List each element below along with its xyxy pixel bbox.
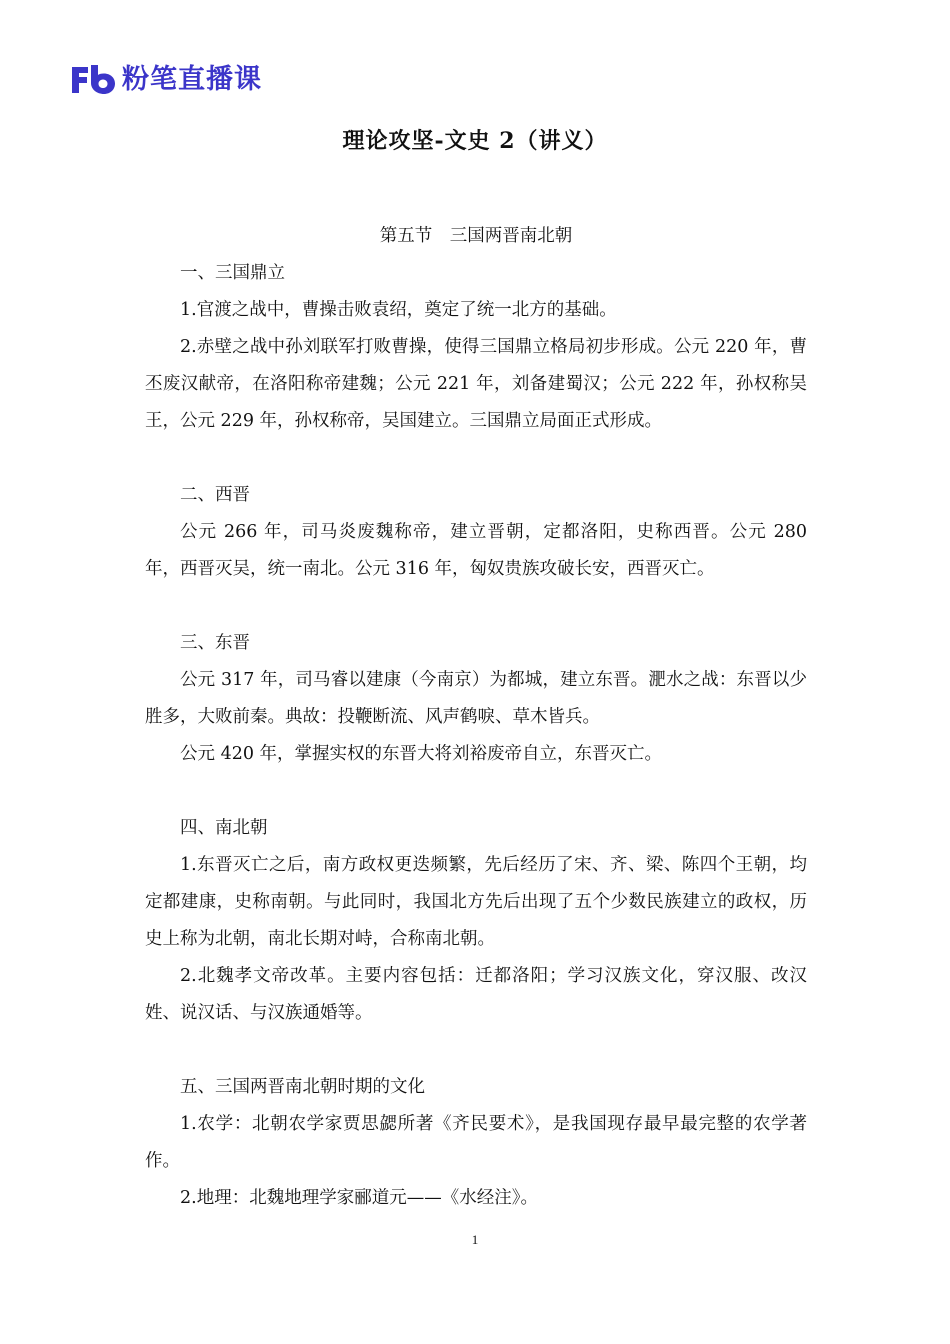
brand-logo [68, 62, 262, 98]
paragraph: 1.官渡之战中，曹操击败袁绍，奠定了统一北方的基础。 [180, 300, 617, 320]
logo-text: 粉笔直播课 [122, 64, 262, 95]
part-heading: 二、西晋 [180, 485, 250, 505]
section-title: 第五节 三国两晋南北朝 [379, 226, 573, 246]
part-heading: 一、三国鼎立 [180, 263, 285, 283]
paragraph: 公元 317 年，司马睿以建康（今南京）为都城，建立东晋。淝水之战：东晋以少胜多，大败前秦。典故：投鞭断流、风声鹤唳、草木皆兵。 [145, 670, 807, 727]
paragraph: 2.北魏孝文帝改革。主要内容包括：迁都洛阳；学习汉族文化，穿汉服、改汉姓、说汉话、与汉族通婚等。 [145, 966, 807, 1023]
paragraph: 公元 420 年，掌握实权的东晋大将刘裕废帝自立，东晋灭亡。 [180, 744, 663, 764]
part-heading: 五、三国两晋南北朝时期的文化 [180, 1077, 425, 1097]
document-title: 理论攻坚-文史 2（讲义） [342, 128, 608, 154]
paragraph: 2.地理：北魏地理学家郦道元——《水经注》。 [180, 1188, 538, 1208]
paragraph: 2.赤壁之战中孙刘联军打败曹操，使得三国鼎立格局初步形成。公元 220 年，曹丕废汉献帝，在洛阳称帝建魏；公元 221 年，刘备建蜀汉；公元 222 年，孙权称吴王，公元 229 年，孙权称帝，吴国建立。三国鼎立局面正式形成。 [145, 337, 807, 431]
page-number: 1 [471, 1232, 479, 1247]
document-body [145, 218, 807, 1217]
paragraph: 公元 266 年，司马炎废魏称帝，建立晋朝，定都洛阳，史称西晋。公元 280 年，西晋灭吴，统一南北。公元 316 年，匈奴贵族攻破长安，西晋灭亡。 [145, 522, 807, 579]
part-heading: 四、南北朝 [180, 818, 268, 838]
fb-logo-icon [68, 62, 118, 98]
part-heading: 三、东晋 [180, 633, 250, 653]
paragraph: 1.东晋灭亡之后，南方政权更迭频繁，先后经历了宋、齐、梁、陈四个王朝，均定都建康，史称南朝。与此同时，我国北方先后出现了五个少数民族建立的政权，历史上称为北朝，南北长期对峙，合称南北朝。 [145, 855, 807, 949]
paragraph: 1.农学：北朝农学家贾思勰所著《齐民要术》，是我国现存最早最完整的农学著作。 [145, 1114, 807, 1171]
